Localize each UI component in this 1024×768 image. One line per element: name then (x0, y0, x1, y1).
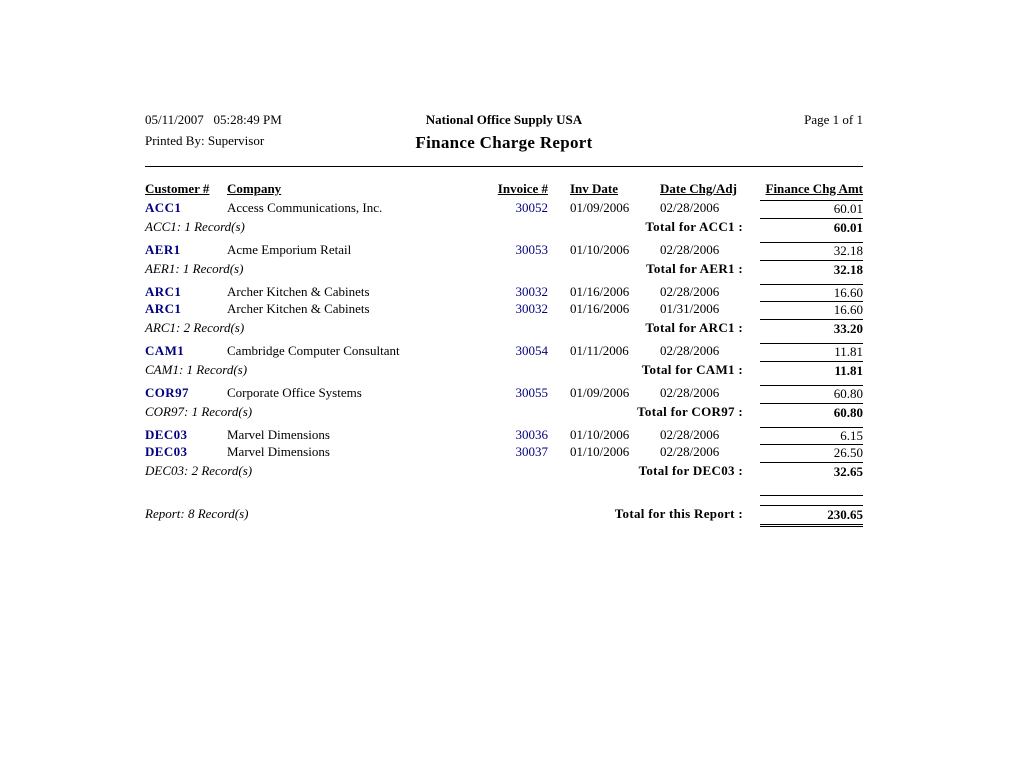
table-row (145, 385, 863, 402)
chg-date-cell: 02/28/2006 (660, 242, 720, 257)
invoice-cell: 30052 (515, 200, 548, 215)
customer-group (145, 343, 863, 380)
report-record-count: Report: 8 Record(s) (145, 506, 249, 521)
invoice-cell: 30053 (515, 242, 548, 257)
invoice-cell: 30036 (515, 427, 548, 442)
header-rule (145, 166, 863, 167)
group-total-amount: 11.81 (760, 361, 863, 380)
column-header-invoice: Invoice # (497, 181, 548, 196)
group-summary-row (145, 319, 863, 338)
chg-date-cell: 02/28/2006 (660, 427, 720, 442)
customer-group (145, 284, 863, 338)
group-total-amount: 60.80 (760, 403, 863, 422)
customer-code-cell: DEC03 (145, 444, 188, 459)
column-header-amount: Finance Chg Amt (765, 181, 863, 196)
table-row (145, 301, 863, 318)
customer-code-cell: COR97 (145, 385, 189, 400)
inv-date-cell: 01/10/2006 (570, 444, 630, 459)
invoice-cell: 30032 (515, 301, 548, 316)
inv-date-cell: 01/11/2006 (570, 343, 629, 358)
group-summary-row (145, 462, 863, 481)
table-row (145, 242, 863, 259)
amount-cell: 6.15 (760, 427, 863, 444)
record-count: ACC1: 1 Record(s) (145, 219, 245, 234)
customer-group (145, 242, 863, 279)
chg-date-cell: 02/28/2006 (660, 284, 720, 299)
group-total-amount: 33.20 (760, 319, 863, 338)
report-total-rule (760, 495, 863, 496)
group-summary-row (145, 361, 863, 380)
company-cell: Cambridge Computer Consultant (227, 343, 400, 358)
column-header-row (145, 180, 863, 197)
record-count: COR97: 1 Record(s) (145, 404, 253, 419)
group-summary-row (145, 260, 863, 279)
table-row (145, 427, 863, 444)
company-cell: Archer Kitchen & Cabinets (227, 301, 370, 316)
amount-cell: 16.60 (760, 284, 863, 301)
company-name: National Office Supply USA (425, 112, 583, 127)
customer-code-cell: DEC03 (145, 427, 188, 442)
printed-by: Printed By: Supervisor (145, 133, 265, 148)
inv-date-cell: 01/09/2006 (570, 200, 630, 215)
group-summary-row (145, 218, 863, 237)
group-total-amount: 32.18 (760, 260, 863, 279)
column-header-date-chg: Date Chg/Adj (660, 181, 737, 196)
customer-code-cell: AER1 (145, 242, 181, 257)
report-total-row (145, 505, 863, 527)
invoice-cell: 30032 (515, 284, 548, 299)
column-header-inv-date: Inv Date (570, 181, 619, 196)
amount-cell: 11.81 (760, 343, 863, 360)
company-cell: Access Communications, Inc. (227, 200, 383, 215)
inv-date-cell: 01/16/2006 (570, 284, 630, 299)
table-row (145, 284, 863, 301)
chg-date-cell: 02/28/2006 (660, 200, 720, 215)
group-total-amount: 32.65 (760, 462, 863, 481)
customer-code-cell: ARC1 (145, 284, 182, 299)
group-total-label: Total for DEC03 : (638, 463, 743, 478)
report-title: Finance Charge Report (415, 133, 593, 152)
inv-date-cell: 01/10/2006 (570, 242, 630, 257)
group-total-amount: 60.01 (760, 218, 863, 237)
invoice-cell: 30037 (515, 444, 548, 459)
customer-group (145, 200, 863, 237)
customer-group (145, 385, 863, 422)
report-header (145, 112, 863, 128)
amount-cell: 60.01 (760, 200, 863, 217)
group-total-label: Total for CAM1 : (641, 362, 743, 377)
table-row (145, 444, 863, 461)
invoice-cell: 30055 (515, 385, 548, 400)
inv-date-cell: 01/10/2006 (570, 427, 630, 442)
invoice-cell: 30054 (515, 343, 548, 358)
report-content (145, 112, 863, 527)
group-total-label: Total for AER1 : (646, 261, 743, 276)
page-number: Page 1 of 1 (804, 112, 863, 127)
company-cell: Marvel Dimensions (227, 427, 330, 442)
company-cell: Archer Kitchen & Cabinets (227, 284, 370, 299)
customer-code-cell: ARC1 (145, 301, 182, 316)
group-total-label: Total for COR97 : (637, 404, 743, 419)
report-total-amount: 230.65 (760, 505, 863, 527)
company-cell: Acme Emporium Retail (227, 242, 352, 257)
record-count: ARC1: 2 Record(s) (145, 320, 245, 335)
inv-date-cell: 01/09/2006 (570, 385, 630, 400)
record-count: AER1: 1 Record(s) (145, 261, 244, 276)
chg-date-cell: 02/28/2006 (660, 343, 720, 358)
customer-group (145, 427, 863, 481)
report-subheader (145, 131, 863, 157)
chg-date-cell: 01/31/2006 (660, 301, 720, 316)
record-count: DEC03: 2 Record(s) (145, 463, 253, 478)
amount-cell: 16.60 (760, 301, 863, 318)
table-row (145, 343, 863, 360)
report-total-label: Total for this Report : (614, 506, 743, 521)
amount-cell: 26.50 (760, 444, 863, 461)
inv-date-cell: 01/16/2006 (570, 301, 630, 316)
chg-date-cell: 02/28/2006 (660, 444, 720, 459)
chg-date-cell: 02/28/2006 (660, 385, 720, 400)
amount-cell: 32.18 (760, 242, 863, 259)
company-cell: Marvel Dimensions (227, 444, 330, 459)
customer-code-cell: ACC1 (145, 200, 182, 215)
company-cell: Corporate Office Systems (227, 385, 362, 400)
column-header-company: Company (227, 181, 282, 196)
table-row (145, 200, 863, 217)
amount-cell: 60.80 (760, 385, 863, 402)
report-datetime: 05/11/2007 05:28:49 PM (145, 112, 282, 127)
record-count: CAM1: 1 Record(s) (145, 362, 248, 377)
group-total-label: Total for ACC1 : (645, 219, 743, 234)
group-total-label: Total for ARC1 : (645, 320, 743, 335)
column-header-customer: Customer # (145, 181, 210, 196)
customer-code-cell: CAM1 (145, 343, 185, 358)
group-summary-row (145, 403, 863, 422)
